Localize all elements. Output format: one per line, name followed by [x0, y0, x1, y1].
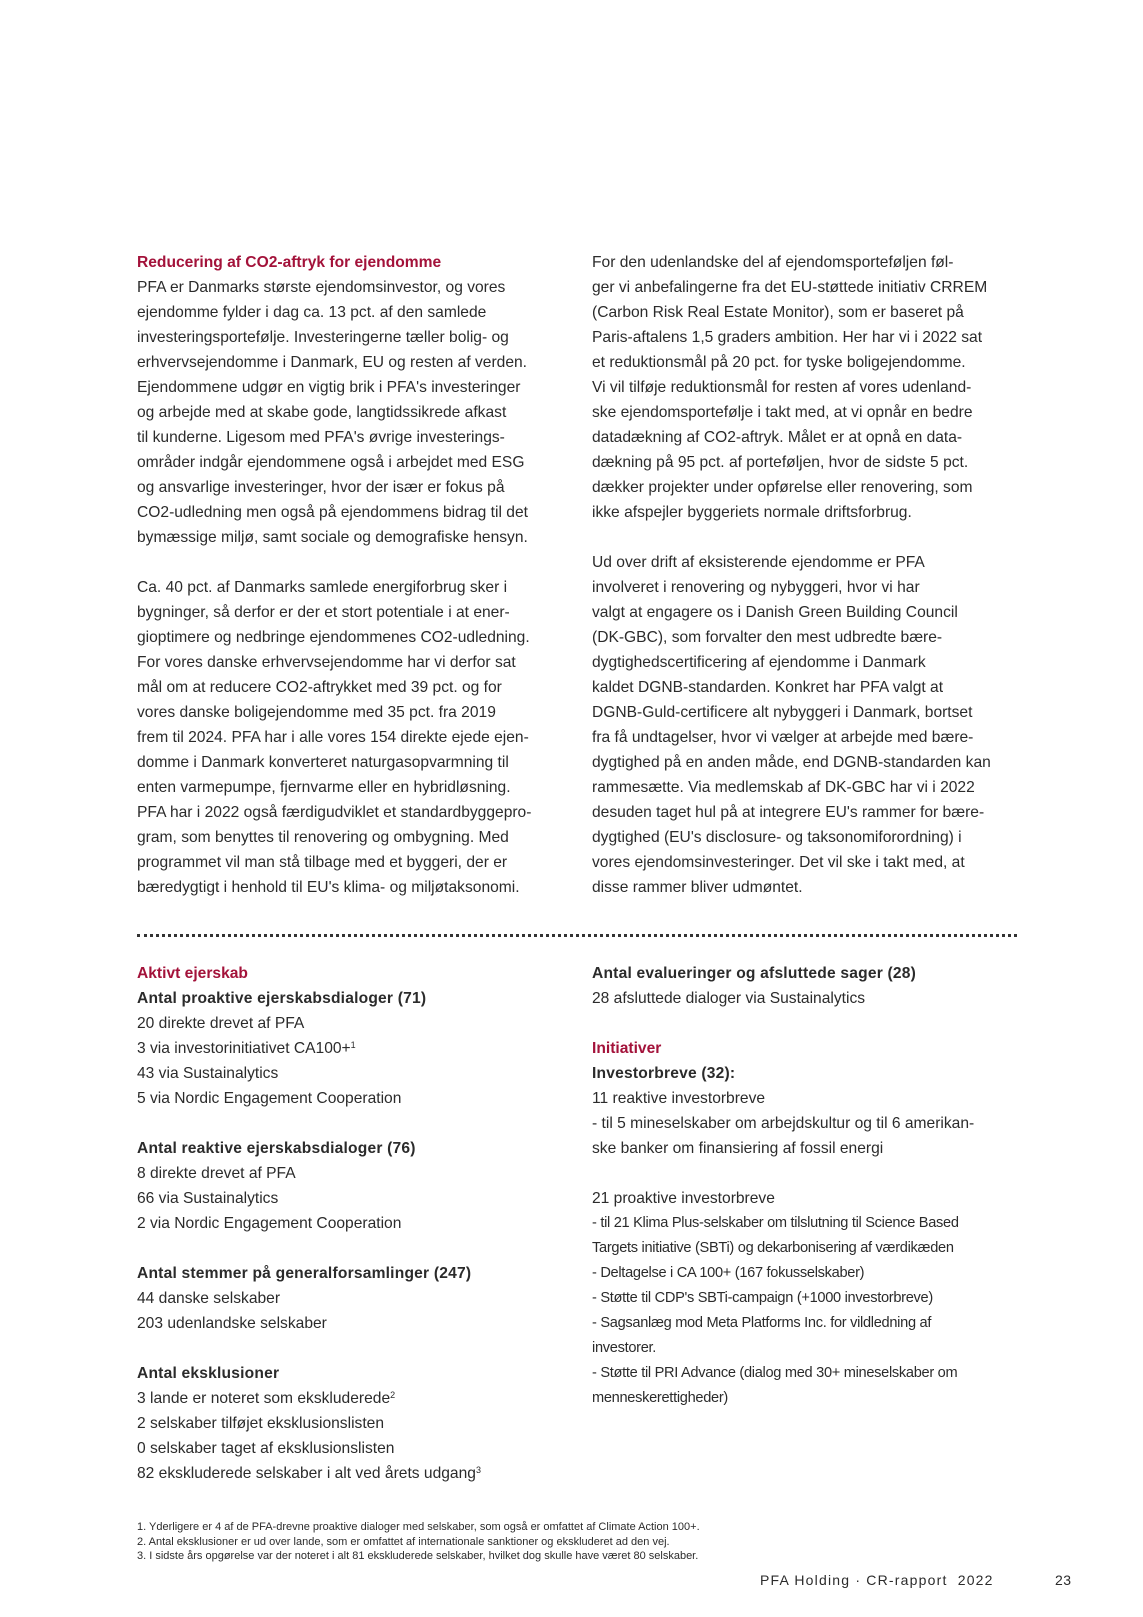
list-item: 43 via Sustainalytics: [137, 1065, 279, 1082]
paragraph-line: Ca. 40 pct. af Danmarks samlede energiforbrug sker i: [137, 579, 508, 596]
paragraph-line: dækning på 95 pct. af porteføljen, hvor de sidste 5 pct.: [592, 454, 969, 471]
list-item: 3 via investorinitiativet CA100+$^1$: [137, 1040, 356, 1057]
paragraph-line: PFA har i 2022 også færdigudviklet et standardbyggepro-: [137, 804, 532, 821]
reactive-title: Antal reaktive ejerskabsdialoger (76): [137, 1140, 416, 1157]
paragraph-line: (DK-GBC), som forvalter den mest udbredte bære-: [592, 629, 943, 646]
paragraph-line: ske ejendomsportefølje i takt med, at vi opnår en bedre: [592, 404, 973, 421]
left-column-bottom: [137, 961, 557, 1486]
list-item: 44 danske selskaber: [137, 1290, 281, 1307]
list-item: 8 direkte drevet af PFA: [137, 1165, 296, 1182]
left-column-top: [137, 250, 557, 900]
paragraph-line: kaldet DGNB-standarden. Konkret har PFA valgt at: [592, 679, 944, 696]
list-item: 20 direkte drevet af PFA: [137, 1015, 305, 1032]
list-item: 0 selskaber taget af eksklusionslisten: [137, 1440, 395, 1457]
dotted-divider: [137, 934, 1017, 937]
list-item: 28 afsluttede dialoger via Sustainalytics: [592, 990, 866, 1007]
paragraph-line: og arbejde med at skabe gode, langtidssikrede afkast: [137, 404, 507, 421]
paragraph-line: vores danske boligejendomme med 35 pct. fra 2019: [137, 704, 496, 721]
paragraph-line: programmet vil man stå tilbage med et byggeri, der er: [137, 854, 508, 871]
investor-letters-title: Investorbreve (32):: [592, 1065, 736, 1082]
list-item: - Støtte til PRI Advance (dialog med 30+ mineselskaber om: [592, 1365, 958, 1381]
footnote-1: 1. Yderligere er 4 af de PFA-drevne proaktive dialoger med selskaber, som også er omfattet af Climate Action 100+.: [137, 1521, 700, 1533]
page-number: 23: [1055, 1572, 1072, 1588]
list-item: 2 via Nordic Engagement Cooperation: [137, 1215, 402, 1232]
list-item: - Sagsanlæg mod Meta Platforms Inc. for vildledning af: [592, 1315, 932, 1331]
votes-title: Antal stemmer på generalforsamlinger (247): [137, 1265, 472, 1282]
paragraph-line: ikke afspejler byggeriets normale driftsforbrug.: [592, 504, 912, 521]
paragraph-line: desuden taget hul på at integrere EU's rammer for bære-: [592, 804, 985, 821]
list-item: 66 via Sustainalytics: [137, 1190, 279, 1207]
exclusions-title: Antal eksklusioner: [137, 1365, 280, 1382]
paragraph-line: ejendomme fylder i dag ca. 13 pct. af den samlede: [137, 304, 487, 321]
paragraph-line: investeringsportefølje. Investeringerne tæller bolig- og: [137, 329, 509, 346]
paragraph-line: dygtighed (EU's disclosure- og taksonomiforordning) i: [592, 829, 962, 846]
paragraph-line: til kunderne. Ligesom med PFA's øvrige investerings-: [137, 429, 505, 446]
paragraph-line: frem til 2024. PFA har i alle vores 154 direkte ejede ejen-: [137, 729, 529, 746]
paragraph-line: Vi vil tilføje reduktionsmål for resten af vores udenland-: [592, 379, 972, 396]
page-footer: [760, 1572, 1080, 1588]
paragraph-line: og ansvarlige investeringer, hvor der især er fokus på: [137, 479, 505, 496]
paragraph-line: vores ejendomsinvesteringer. Det vil ske i takt med, at: [592, 854, 965, 871]
paragraph-line: bymæssige miljø, samt sociale og demografiske hensyn.: [137, 529, 528, 546]
list-item: - til 21 Klima Plus-selskaber om tilslutning til Science Based: [592, 1215, 959, 1231]
paragraph-line: gioptimere og nedbringe ejendommenes CO2-udledning.: [137, 629, 530, 646]
list-item: 11 reaktive investorbreve: [592, 1090, 766, 1107]
list-item: - til 5 mineselskaber om arbejdskultur og til 6 amerikan-: [592, 1115, 975, 1132]
paragraph-line: dækker projekter under opførelse eller renovering, som: [592, 479, 973, 496]
list-item: 3 lande er noteret som ekskluderede$^2$: [137, 1390, 396, 1407]
paragraph-line: enten varmepumpe, fjernvarme eller en hybridløsning.: [137, 779, 511, 796]
footnotes: [137, 1520, 700, 1564]
paragraph-line: gram, som benyttes til renovering og ombygning. Med: [137, 829, 509, 846]
paragraph-line: et reduktionsmål på 20 pct. for tyske boligejendomme.: [592, 354, 966, 371]
paragraph-line: DGNB-Guld-certificere alt nybyggeri i Danmark, bortset: [592, 704, 973, 721]
paragraph-line: Ud over drift af eksisterende ejendomme er PFA: [592, 554, 925, 571]
footnote-2: 2. Antal eksklusioner er ud over lande, som er omfattet af internationale sanktioner og ekskluderet ad den vej.: [137, 1535, 670, 1548]
paragraph-line: For den udenlandske del af ejendomsporteføljen føl-: [592, 254, 954, 271]
left-paragraph-1: [137, 275, 557, 550]
paragraph-line: dygtighed på en anden måde, end DGNB-standarden kan: [592, 754, 991, 771]
paragraph-line: ger vi anbefalingerne fra det EU-støttede initiativ CRREM: [592, 279, 988, 296]
right-column-top: [592, 250, 1012, 900]
list-item: - Støtte til CDP's SBTi-campaign (+1000 investorbreve): [592, 1290, 933, 1306]
footnote-3: 3. I sidste års opgørelse var der noteret i alt 81 ekskluderede selskaber, hvilket dog skulle have været 80 selskaber.: [137, 1550, 699, 1562]
paragraph-line: bygninger, så derfor er der et stort potentiale i at ener-: [137, 604, 510, 621]
paragraph-line: PFA er Danmarks største ejendomsinvestor, og vores: [137, 279, 506, 296]
list-item: 203 udenlandske selskaber: [137, 1315, 327, 1332]
active-ownership-heading: Aktivt ejerskab: [137, 965, 248, 982]
list-item: investorer.: [592, 1340, 657, 1356]
footer-title: PFA Holding · CR-rapport 2022: [760, 1572, 994, 1588]
paragraph-line: (Carbon Risk Real Estate Monitor), som er baseret på: [592, 304, 964, 321]
list-item: 5 via Nordic Engagement Cooperation: [137, 1090, 402, 1107]
paragraph-line: rammesætte. Via medlemskab af DK-GBC har vi i 2022: [592, 779, 975, 796]
paragraph-line: valgt at engagere os i Danish Green Building Council: [592, 604, 958, 621]
paragraph-line: dygtighedscertificering af ejendomme i Danmark: [592, 654, 926, 671]
initiatives-heading: Initiativer: [592, 1040, 662, 1057]
footnote-ref: 3: [475, 1465, 481, 1475]
paragraph-line: områder indgår ejendommene også i arbejdet med ESG: [137, 454, 525, 471]
right-paragraph-1: [592, 250, 1012, 525]
paragraph-line: datadækning af CO2-aftryk. Målet er at opnå en data-: [592, 429, 963, 446]
paragraph-line: Ejendommene udgør en vigtig brik i PFA's investeringer: [137, 379, 521, 396]
footnote-ref: 1: [350, 1040, 356, 1050]
list-item: - Deltagelse i CA 100+ (167 fokusselskaber): [592, 1265, 865, 1281]
left-paragraph-2: [137, 575, 557, 900]
proactive-letters-list: [592, 1211, 1012, 1411]
paragraph-line: erhvervsejendomme i Danmark, EU og resten af verden.: [137, 354, 528, 371]
paragraph-line: Paris-aftalens 1,5 graders ambition. Her har vi i 2022 sat: [592, 329, 983, 346]
paragraph-line: fra få undtagelser, hvor vi vælger at arbejde med bære-: [592, 729, 974, 746]
paragraph-line: mål om at reducere CO2-aftrykket med 39 pct. og for: [137, 679, 502, 696]
section-heading: Reducering af CO2-aftryk for ejendomme: [137, 254, 442, 271]
list-item: menneskerettigheder): [592, 1390, 728, 1406]
right-paragraph-2: [592, 550, 1012, 900]
proactive-letters-title: 21 proaktive investorbreve: [592, 1190, 775, 1207]
paragraph-line: disse rammer bliver udmøntet.: [592, 879, 803, 896]
evaluations-title: Antal evalueringer og afsluttede sager (28): [592, 965, 917, 982]
paragraph-line: involveret i renovering og nybyggeri, hvor vi har: [592, 579, 920, 596]
paragraph-line: For vores danske erhvervsejendomme har vi derfor sat: [137, 654, 516, 671]
list-item: Targets initiative (SBTi) og dekarbonisering af værdikæden: [592, 1240, 954, 1256]
proactive-title: Antal proaktive ejerskabsdialoger (71): [137, 990, 427, 1007]
list-item: ske banker om finansiering af fossil energi: [592, 1140, 884, 1157]
list-item: 2 selskaber tilføjet eksklusionslisten: [137, 1415, 385, 1432]
list-item: 82 ekskluderede selskaber i alt ved årets udgang$^3$: [137, 1465, 481, 1482]
right-column-bottom: [592, 961, 1012, 1411]
paragraph-line: domme i Danmark konverteret naturgasopvarmning til: [137, 754, 509, 771]
footnote-ref: 2: [390, 1390, 396, 1400]
paragraph-line: CO2-udledning men også på ejendommens bidrag til det: [137, 504, 528, 521]
paragraph-line: bæredygtigt i henhold til EU's klima- og miljøtaksonomi.: [137, 879, 520, 896]
